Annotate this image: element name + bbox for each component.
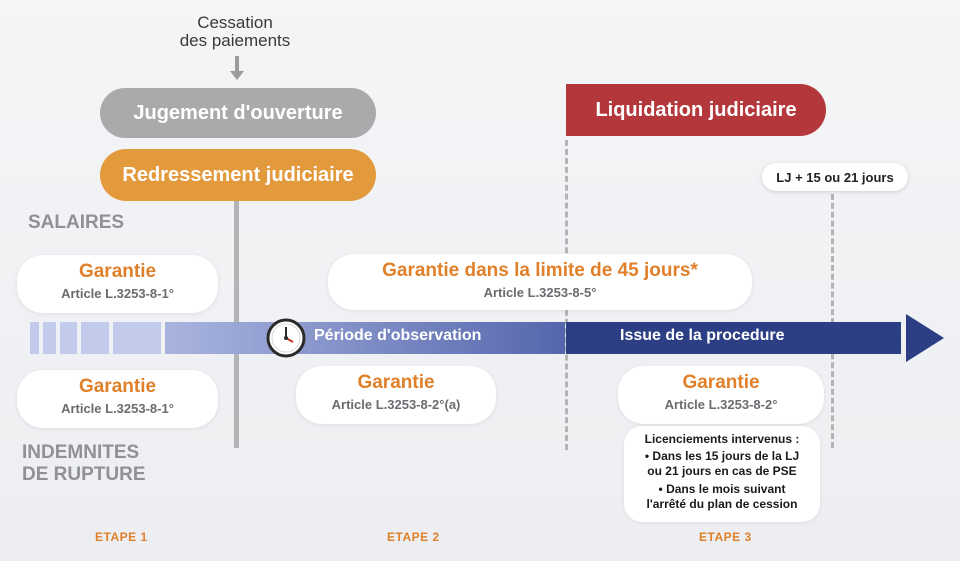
cessation-line-2: des paiements [179,31,291,50]
salaires-etape23-card [328,254,752,310]
bullet-2-line-1: Dans le mois suivant [666,482,786,496]
arrow-right-icon [906,314,944,362]
cessation-label [150,14,320,50]
redressement-judiciaire-badge: Redressement judiciaire [100,149,376,201]
etape-3-label: ETAPE 3 [699,530,752,544]
bullet-2-line-2: l'arrêté du plan de cession [646,497,798,511]
timeline-segment-light [43,322,56,354]
card-title: Garantie [682,372,760,393]
arrow-down-icon [228,56,246,82]
card-title: Garantie [78,261,157,282]
licenciements-bullet-1 [632,449,812,479]
etape-2-label: ETAPE 2 [387,530,440,544]
card-article: Article L.3253-8-1° [61,286,174,301]
card-article: Article L.3253-8-2° [664,397,778,412]
salaires-row-label: SALAIRES [28,212,125,233]
timeline-segment-light [81,322,109,354]
bullet-1-line-2: ou 21 jours en cas de PSE [647,464,797,478]
timeline-segment-light [60,322,77,354]
etape-1-label: ETAPE 1 [95,530,148,544]
card-article: Article L.3253-8-2°(a) [331,397,461,412]
licenciements-bullet-2 [632,482,812,512]
issue-procedure-label: Issue de la procedure [620,327,785,344]
licenciements-heading: Licenciements intervenus : [644,432,800,446]
bullet-icon: • [658,482,667,496]
salaires-etape1-card [17,255,218,313]
indemnites-etape2-card [296,366,496,424]
clock-icon [266,318,306,358]
indemnites-line-1: INDEMNITES [22,442,140,463]
card-title: Garantie dans la limite de 45 jours* [382,260,698,281]
indemnites-row-label [22,442,146,486]
timeline-segment-light [113,322,161,354]
timeline-segment-light [30,322,39,354]
liquidation-judiciaire-badge: Liquidation judiciaire [566,84,826,136]
indemnites-line-2: DE RUPTURE [22,464,146,485]
card-article: Article L.3253-8-5° [483,285,597,300]
indemnites-etape3-card [618,366,824,424]
bullet-1-line-1: Dans les 15 jours de la LJ [652,449,800,463]
indemnites-etape1-card [17,370,218,428]
card-title: Garantie [357,372,435,393]
card-title: Garantie [78,376,157,397]
lj-delay-label: LJ + 15 ou 21 jours [762,163,908,191]
jugement-ouverture-badge: Jugement d'ouverture [100,88,376,138]
bullet-icon: • [644,449,653,463]
licenciements-note [624,426,820,522]
cessation-line-1: Cessation [197,13,273,32]
card-article: Article L.3253-8-1° [61,401,174,416]
periode-observation-label: Période d'observation [314,327,482,344]
